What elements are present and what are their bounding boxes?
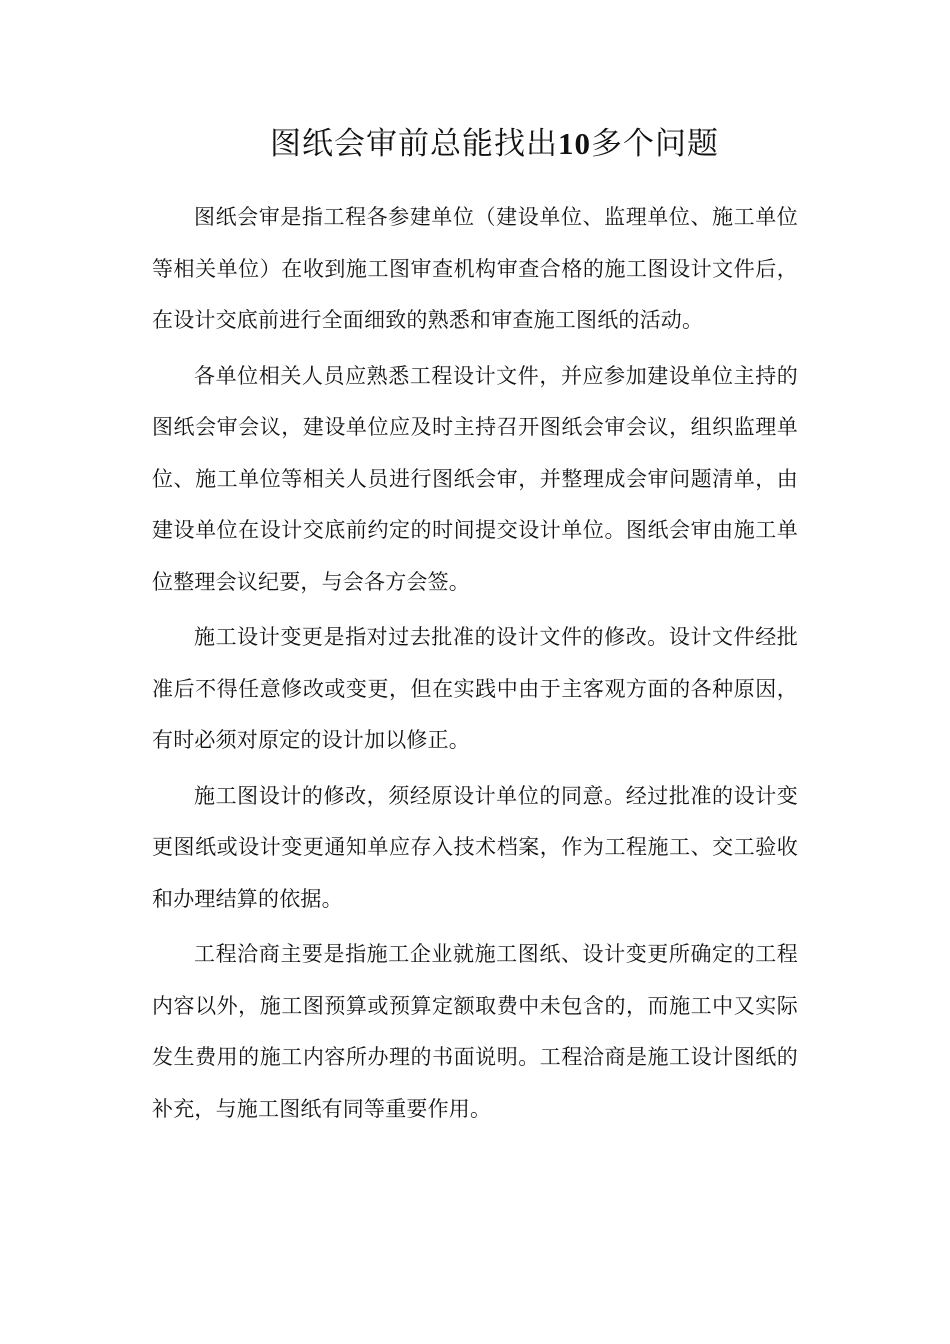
title-text-post: 多个问题 <box>591 126 719 162</box>
document-title <box>152 118 798 170</box>
document-body <box>152 192 798 1135</box>
paragraph-3: 施工设计变更是指对过去批准的设计文件的修改。设计文件经批准后不得任意修改或变更，但在实践中由于主客观方面的各种原因，有时必须对原定的设计加以修正。 <box>152 625 798 752</box>
title-text-pre: 图纸会审前总能找出 <box>270 126 558 162</box>
paragraph-2: 各单位相关人员应熟悉工程设计文件，并应参加建设单位主持的图纸会审会议，建设单位应及时主持召开图纸会审会议，组织监理单位、施工单位等相关人员进行图纸会审，并整理成会审问题清单，由建设单位在设计交底前约定的时间提交设计单位。图纸会审由施工单位整理会议纪要，与会各方会签。 <box>152 363 798 594</box>
paragraph-5: 工程洽商主要是指施工企业就施工图纸、设计变更所确定的工程内容以外，施工图预算或预算定额取费中未包含的，而施工中又实际发生费用的施工内容所办理的书面说明。工程洽商是施工设计图纸的补充，与施工图纸有同等重要作用。 <box>152 942 798 1121</box>
document-page <box>152 118 798 1139</box>
paragraph-1: 图纸会审是指工程各参建单位（建设单位、监理单位、施工单位等相关单位）在收到施工图审查机构审查合格的施工图设计文件后，在设计交底前进行全面细致的熟悉和审查施工图纸的活动。 <box>152 205 798 332</box>
paragraph-4: 施工图设计的修改，须经原设计单位的同意。经过批准的设计变更图纸或设计变更通知单应存入技术档案，作为工程施工、交工验收和办理结算的依据。 <box>152 783 798 911</box>
title-number: 10 <box>558 126 591 161</box>
